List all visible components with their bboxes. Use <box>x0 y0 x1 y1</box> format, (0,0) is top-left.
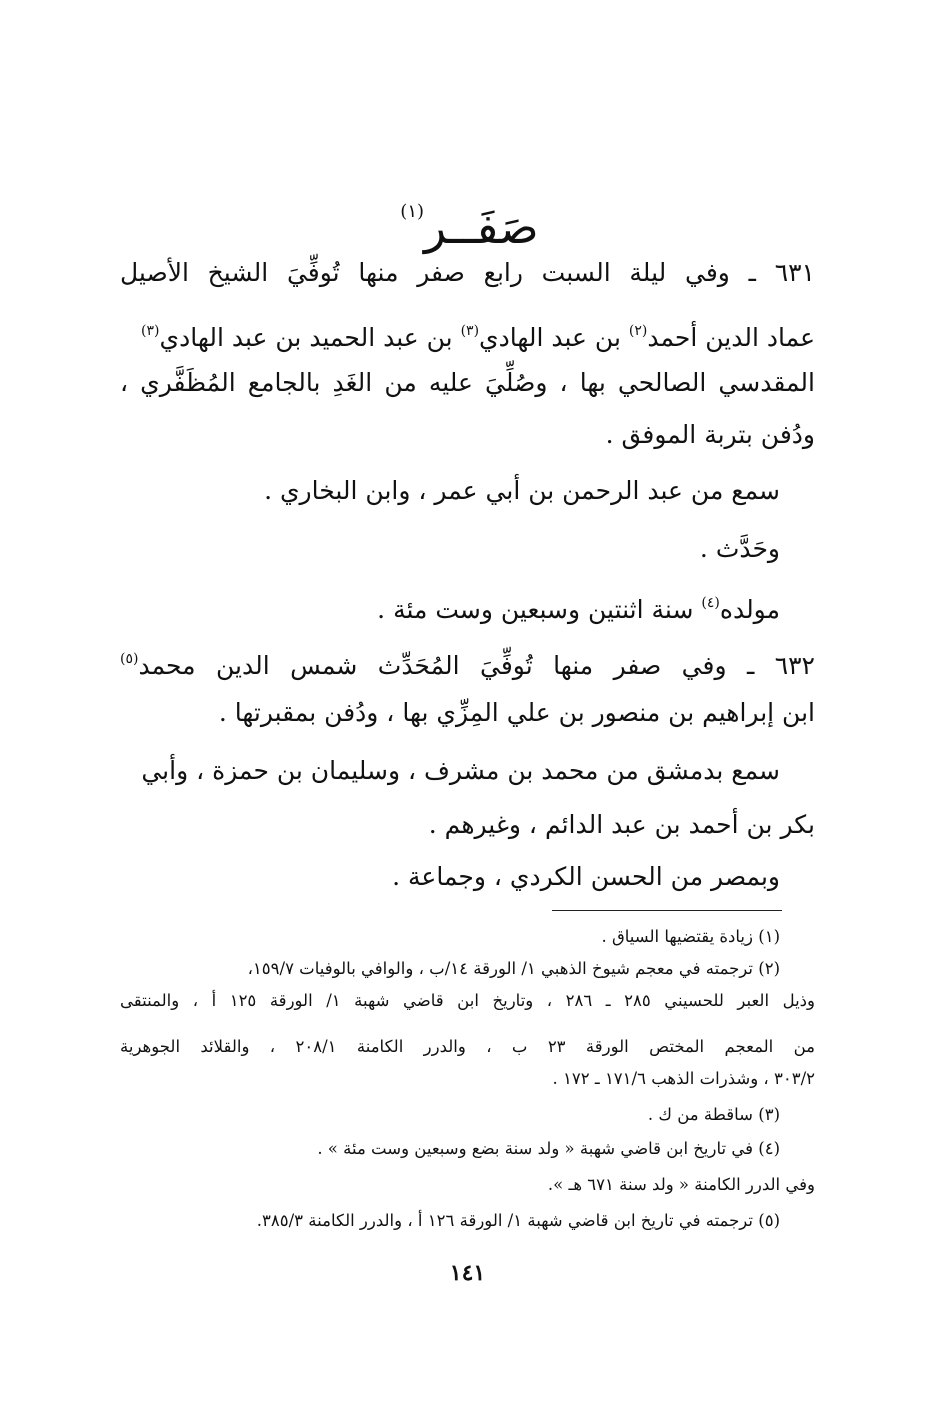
heard-damascus-line-1: سمع بدمشق من محمد بن مشرف ، وسليمان بن حمزة ، وأبي <box>141 756 780 785</box>
footnote-4-line-1: (٤) في تاريخ ابن قاضي شهبة « ولد سنة بضع وسبعين وست مئة » . <box>317 1139 780 1158</box>
text-segment: سنة اثنتين وسبعين وست مئة . <box>377 595 702 624</box>
chapter-heading <box>0 182 935 257</box>
text-segment: بن عبد الحميد بن عبد الهادي <box>159 323 461 352</box>
heading-title: صَفَــر <box>424 200 539 254</box>
text-segment: بن عبد الهادي <box>479 323 629 352</box>
heard-damascus-line-2: بكر بن أحمد بن عبد الدائم ، وغيرهم . <box>428 810 815 839</box>
footnote-ref-2: (٢) <box>628 323 648 339</box>
footnote-ref-3: (٣) <box>460 323 480 339</box>
heard-egypt-line: وبمصر من الحسن الكردي ، وجماعة . <box>392 862 780 891</box>
entry-632-line-2: ابن إبراهيم بن منصور بن علي المِزِّي بها ، ودُفن بمقبرتها . <box>218 698 815 727</box>
footnote-5: (٥) ترجمته في تاريخ ابن قاضي شهبة ١/ الورقة ١٢٦ أ ، والدرر الكامنة ٣٨٥/٣. <box>256 1211 780 1230</box>
heard-from-line: سمع من عبد الرحمن بن أبي عمر ، وابن البخاري . <box>264 476 780 505</box>
text-segment: عماد الدين أحمد <box>647 323 815 352</box>
narrated-line: وحَدَّث . <box>699 534 780 563</box>
footnote-2-line-4: ٣٠٣/٢ ، وشذرات الذهب ١٧١/٦ ـ ١٧٢ . <box>552 1069 815 1088</box>
footnote-2-line-3: من المعجم المختص الورقة ٢٣ ب ، والدرر الكامنة ٢٠٨/١ ، والقلائد الجوهرية <box>120 1037 815 1056</box>
footnote-2-line-1: (٢) ترجمته في معجم شيوخ الذهبي ١/ الورقة ١٤/ب ، والوافي بالوفيات ١٥٩/٧، <box>247 959 780 978</box>
text-segment: ٦٣٢ ـ وفي صفر منها تُوفِّيَ المُحَدِّث شمس الدين محمد <box>138 651 815 680</box>
footnote-divider <box>552 910 782 911</box>
entry-631-line-2 <box>141 314 815 355</box>
entry-631-line-4: ودُفن بتربة الموفق . <box>605 420 815 449</box>
footnote-4-line-2: وفي الدرر الكامنة « ولد سنة ٦٧١ هـ ». <box>547 1175 815 1194</box>
text-segment: مولده <box>719 595 780 624</box>
entry-631-line-3: المقدسي الصالحي بها ، وصُلِّيَ عليه من الغَدِ بالجامع المُظَفَّري ، <box>120 368 815 397</box>
footnote-2-line-2: وذيل العبر للحسيني ٢٨٥ ـ ٢٨٦ ، وتاريخ ابن قاضي شهبة ١/ الورقة ١٢٥ أ ، والمنتقى <box>120 991 815 1010</box>
birth-line <box>377 586 780 627</box>
entry-632-line-1 <box>120 642 815 683</box>
footnote-ref-5: (٥) <box>120 651 139 667</box>
footnote-ref-3: (٣) <box>141 323 160 339</box>
heading-footnote-ref: (١) <box>400 201 425 222</box>
footnote-3: (٣) ساقطة من ك . <box>647 1105 780 1124</box>
footnote-ref-4: (٤) <box>701 595 720 611</box>
entry-631-line-1: ٦٣١ ـ وفي ليلة السبت رابع صفر منها تُوفِّيَ الشيخ الأصيل <box>120 258 815 287</box>
footnote-1: (١) زيادة يقتضيها السياق . <box>601 927 780 946</box>
page-number: ١٤١ <box>449 1260 486 1286</box>
